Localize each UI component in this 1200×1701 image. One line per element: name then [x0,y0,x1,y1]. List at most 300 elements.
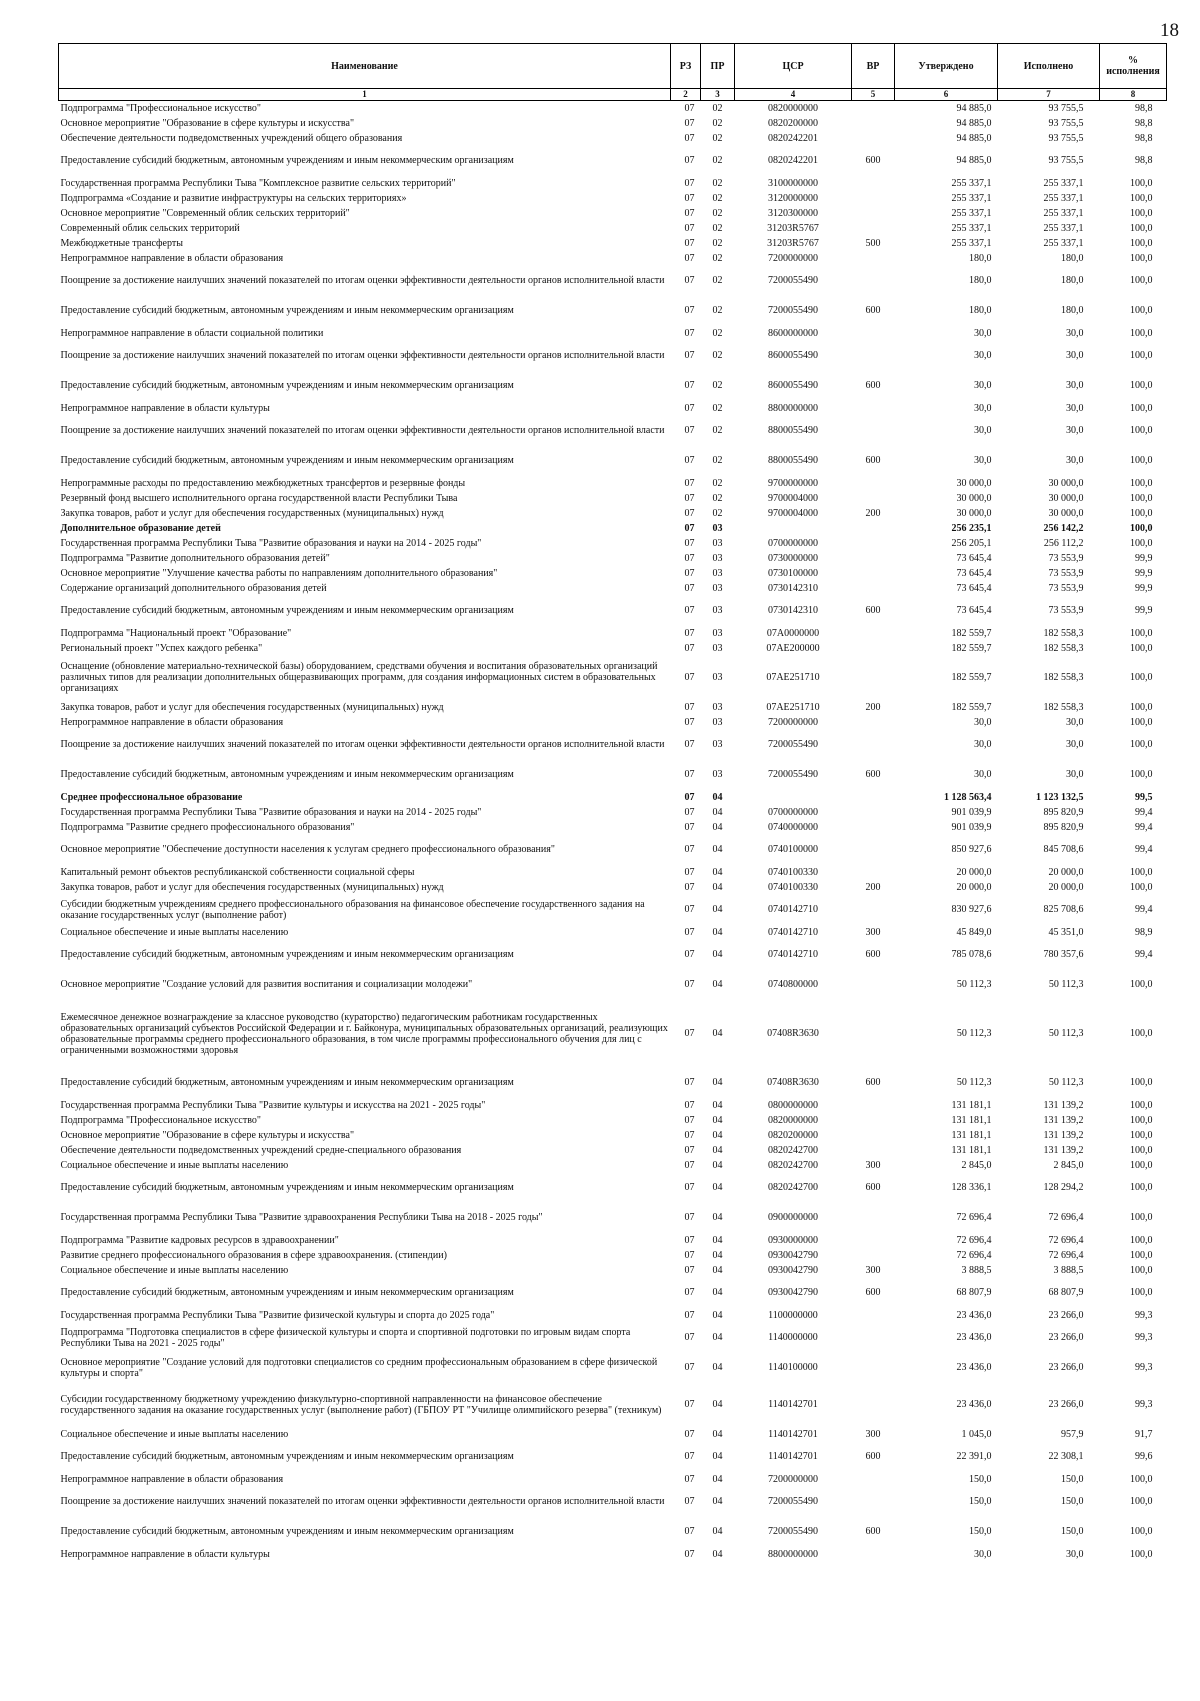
row-csr: 0730000000 [768,552,818,564]
row-executed: 180,0 [1061,252,1084,264]
row-approved: 73 645,4 [956,605,992,616]
row-csr: 31203R5767 [767,237,819,249]
table-row [59,371,1167,401]
row-name: Ежемесячное денежное вознаграждение за классное руководство (кураторство) педагогическим работникам государственных образовательных организаций субъектов Российской Федерации и г. Байконура, муниципальных образовательных организаций, реализующих образовательные программы среднего профессионального образования, в том числе программы профессионального обучения для лиц с ограниченными возможностями здоровья [60,1011,668,1056]
row-csr: 0930042790 [768,1249,818,1261]
row-approved: 131 181,1 [951,1144,992,1156]
table-row [59,1128,1167,1143]
row-vr [852,1143,895,1158]
row-percent: 100,0 [1130,1526,1153,1537]
row-rz: 07 [684,1144,695,1156]
row-rz: 07 [684,672,695,683]
table-row [59,895,1167,925]
row-csr: 0740142710 [768,949,818,960]
table-row [59,1383,1167,1427]
row-pr: 04 [712,1077,723,1088]
table-row [59,1472,1167,1487]
row-vr [852,730,895,760]
table-row [59,131,1167,146]
row-executed: 72 696,4 [1048,1212,1084,1223]
row-name: Поощрение за достижение наилучших значений показателей по итогам оценки эффективности деятельности органов исполнительной власти [60,425,665,436]
row-pr: 03 [712,605,723,616]
row-pr: 04 [712,791,723,803]
row-percent: 100,0 [1130,192,1153,204]
row-pr: 03 [712,716,723,728]
row-csr: 0740000000 [768,821,818,833]
row-pr: 04 [712,1129,723,1141]
row-csr: 7200000000 [768,1473,818,1485]
row-rz: 07 [684,380,695,391]
row-executed: 895 820,9 [1043,806,1084,818]
row-vr [852,266,895,296]
row-name: Оснащение (обновление материально-технической базы) оборудованием, средствами обучения и воспитания образовательных организаций различных типов для реализации дополнительных общеразвивающих программ, для создания информационных систем в образовательных организациях [60,661,658,694]
row-percent: 100,0 [1130,1028,1153,1039]
row-csr [735,790,852,805]
row-executed: 825 708,6 [1043,904,1084,915]
row-csr: 0730100000 [768,567,818,579]
row-vr: 600 [865,769,881,780]
row-approved: 1 045,0 [961,1428,992,1440]
row-vr [852,1383,895,1427]
row-rz: 07 [684,507,695,519]
row-name: Поощрение за достижение наилучших значений показателей по итогам оценки эффективности деятельности органов исполнительной власти [60,739,665,750]
row-percent: 100,0 [1130,1129,1153,1141]
row-approved: 50 112,3 [956,979,992,990]
row-executed: 1 123 132,5 [1036,791,1084,803]
row-rz: 07 [684,552,695,564]
row-rz: 07 [684,132,695,144]
row-pr: 04 [712,1144,723,1156]
row-executed: 93 755,5 [1048,117,1084,129]
row-csr: 0700000000 [768,806,818,818]
row-executed: 23 266,0 [1048,1399,1084,1410]
row-percent: 100,0 [1130,739,1153,750]
row-vr [852,521,895,536]
row-csr: 3100000000 [768,177,818,189]
row-rz: 07 [684,979,695,990]
table-row [59,536,1167,551]
row-csr: 07408R3630 [767,1077,819,1088]
row-rz: 07 [684,177,695,189]
row-percent: 98,8 [1135,132,1153,144]
row-vr [852,416,895,446]
row-csr: 0740100000 [768,844,818,855]
row-rz: 07 [684,275,695,286]
table-row [59,551,1167,566]
row-name: Развитие среднего профессионального образования в сфере здравоохранения. (стипендии) [60,1249,447,1261]
row-percent: 100,0 [1130,477,1153,489]
row-rz: 07 [684,425,695,436]
row-percent: 99,9 [1135,582,1153,594]
row-rz: 07 [684,1099,695,1111]
row-approved: 255 337,1 [951,207,992,219]
row-percent: 100,0 [1130,627,1153,639]
row-approved: 73 645,4 [956,567,992,579]
table-row [59,446,1167,476]
row-pr: 04 [712,844,723,855]
row-csr: 0930000000 [768,1234,818,1246]
row-rz: 07 [684,1399,695,1410]
table-row [59,1248,1167,1263]
column-number: 6 [895,89,998,101]
row-approved: 830 927,6 [951,904,992,915]
row-percent: 98,8 [1135,117,1153,129]
row-executed: 182 558,3 [1043,642,1084,654]
row-vr [852,581,895,596]
row-approved: 30,0 [974,716,992,728]
row-pr: 04 [712,1249,723,1261]
row-executed: 30,0 [1066,1548,1084,1560]
row-name: Основное мероприятие "Образование в сфере культуры и искусства" [60,1129,355,1141]
row-name: Государственная программа Республики Тыва "Развитие образования и науки на 2014 - 2025 годы" [60,806,482,818]
row-executed: 30,0 [1066,380,1084,391]
row-name: Подпрограмма "Развитие среднего профессионального образования" [60,821,355,833]
table-row [59,1517,1167,1547]
row-rz: 07 [684,537,695,549]
row-vr [852,1547,895,1562]
row-executed: 3 888,5 [1053,1264,1084,1276]
table-row [59,326,1167,341]
table-row [59,715,1167,730]
row-name: Региональный проект "Успех каждого ребенка" [60,642,263,654]
row-rz: 07 [684,1548,695,1560]
column-number: 1 [59,89,671,101]
row-name: Поощрение за достижение наилучших значений показателей по итогам оценки эффективности деятельности органов исполнительной власти [60,1496,665,1507]
row-approved: 180,0 [969,305,992,316]
row-vr [852,641,895,656]
row-approved: 30,0 [974,455,992,466]
row-vr [852,1098,895,1113]
row-vr [852,970,895,1000]
row-pr: 04 [712,1399,723,1410]
row-approved: 180,0 [969,252,992,264]
row-rz: 07 [684,567,695,579]
row-name: Субсидии бюджетным учреждениям среднего профессионального образования на финансовое обеспечение государственного задания на оказание государственных услуг (выполнение работ) [60,898,645,921]
row-pr: 02 [712,207,723,219]
row-executed: 845 708,6 [1043,844,1084,855]
table-row [59,835,1167,865]
row-csr: 0820242700 [768,1182,818,1193]
row-vr: 600 [865,1526,881,1537]
row-pr: 04 [712,806,723,818]
row-approved: 73 645,4 [956,552,992,564]
row-executed: 182 558,3 [1043,672,1084,683]
table-row [59,401,1167,416]
row-csr: 8800055490 [768,425,818,436]
row-rz: 07 [684,222,695,234]
row-pr: 04 [712,1028,723,1039]
row-rz: 07 [684,1234,695,1246]
row-rz: 07 [684,627,695,639]
table-row [59,491,1167,506]
row-csr: 07АЕ251710 [766,701,820,713]
row-approved: 72 696,4 [956,1234,992,1246]
row-pr: 02 [712,252,723,264]
table-row [59,730,1167,760]
row-csr: 3120000000 [768,192,818,204]
row-executed: 150,0 [1061,1496,1084,1507]
column-number: 2 [671,89,701,101]
row-executed: 182 558,3 [1043,701,1084,713]
row-name: Подпрограмма «Создание и развитие инфраструктуры на сельских территориях» [60,192,407,204]
row-rz: 07 [684,806,695,818]
header-vr: ВР [852,44,895,89]
row-rz: 07 [684,1428,695,1440]
row-pr: 02 [712,132,723,144]
row-executed: 256 142,2 [1043,522,1084,534]
row-name: Подпрограмма "Подготовка специалистов в сфере физической культуры и спорта и спортивной подготовки по игровым видам спорта Республики Тыва на 2021 - 2025 годы" [60,1326,631,1349]
row-executed: 180,0 [1061,305,1084,316]
table-row [59,626,1167,641]
table-row [59,1158,1167,1173]
row-pr: 03 [712,522,723,534]
row-approved: 30,0 [974,350,992,361]
row-executed: 93 755,5 [1048,155,1084,166]
row-csr: 0740142710 [768,926,818,938]
table-row [59,341,1167,371]
row-pr: 03 [712,627,723,639]
table-row [59,221,1167,236]
row-executed: 255 337,1 [1043,177,1084,189]
row-csr: 1140142701 [768,1428,818,1440]
row-csr: 0820000000 [768,102,818,114]
row-csr: 0730142310 [768,605,818,616]
row-csr: 07АЕ251710 [766,672,820,683]
row-csr: 07408R3630 [767,1028,819,1039]
row-pr: 02 [712,222,723,234]
row-vr: 600 [865,155,881,166]
row-percent: 100,0 [1130,1114,1153,1126]
row-pr: 02 [712,117,723,129]
table-row [59,641,1167,656]
row-percent: 100,0 [1130,716,1153,728]
table-row [59,1263,1167,1278]
row-percent: 100,0 [1130,1264,1153,1276]
row-percent: 99,4 [1135,904,1153,915]
row-pr: 04 [712,1099,723,1111]
row-pr: 03 [712,672,723,683]
row-vr: 200 [865,881,881,893]
row-rz: 07 [684,1526,695,1537]
table-row [59,760,1167,790]
row-percent: 100,0 [1130,222,1153,234]
table-row [59,251,1167,266]
row-csr: 0820200000 [768,1129,818,1141]
row-csr: 8800000000 [768,402,818,414]
row-executed: 73 553,9 [1048,605,1084,616]
row-executed: 72 696,4 [1048,1249,1084,1261]
row-csr: 0820242700 [768,1159,818,1171]
row-pr: 04 [712,1234,723,1246]
row-approved: 30,0 [974,769,992,780]
row-name: Социальное обеспечение и иные выплаты населению [60,1159,289,1171]
row-vr [852,626,895,641]
row-name: Подпрограмма "Профессиональное искусство" [60,102,261,114]
table-row [59,865,1167,880]
row-percent: 91,7 [1135,1428,1153,1440]
row-vr [852,131,895,146]
row-vr [852,566,895,581]
row-rz: 07 [684,926,695,938]
row-name: Государственная программа Республики Тыва "Развитие здравоохранения Республики Тыва на 2018 - 2025 годы" [60,1212,543,1223]
row-csr: 9700004000 [768,492,818,504]
row-name: Закупка товаров, работ и услуг для обеспечения государственных (муниципальных) нужд [60,701,444,713]
header-approved: Утверждено [895,44,998,89]
row-approved: 73 645,4 [956,582,992,594]
row-vr [852,1203,895,1233]
row-pr: 04 [712,1451,723,1462]
row-percent: 100,0 [1130,979,1153,990]
row-rz: 07 [684,605,695,616]
row-name: Закупка товаров, работ и услуг для обеспечения государственных (муниципальных) нужд [60,507,444,519]
row-rz: 07 [684,1249,695,1261]
row-percent: 100,0 [1130,1234,1153,1246]
row-vr [852,805,895,820]
row-pr: 04 [712,1212,723,1223]
row-approved: 901 039,9 [951,806,992,818]
table-row [59,116,1167,131]
row-rz: 07 [684,102,695,114]
row-name: Подпрограмма "Профессиональное искусство" [60,1114,261,1126]
row-vr [852,895,895,925]
row-pr: 03 [712,642,723,654]
row-vr [852,116,895,131]
row-pr: 04 [712,1332,723,1343]
table-row [59,101,1167,116]
row-executed: 73 553,9 [1048,582,1084,594]
table-row [59,1233,1167,1248]
row-percent: 99,3 [1135,1332,1153,1343]
row-name: Предоставление субсидий бюджетным, автономным учреждениям и иным некоммерческим организациям [60,380,514,391]
row-name: Социальное обеспечение и иные выплаты населению [60,926,289,938]
row-executed: 23 266,0 [1048,1362,1084,1373]
row-percent: 100,0 [1130,537,1153,549]
row-executed: 23 266,0 [1048,1332,1084,1343]
row-rz: 07 [684,1362,695,1373]
row-name: Непрограммное направление в области культуры [60,402,270,414]
row-rz: 07 [684,642,695,654]
row-csr: 0820200000 [768,117,818,129]
row-approved: 131 181,1 [951,1114,992,1126]
row-rz: 07 [684,492,695,504]
row-executed: 30,0 [1066,327,1084,339]
table-row [59,1323,1167,1353]
row-name: Предоставление субсидий бюджетным, автономным учреждениям и иным некоммерческим организациям [60,455,514,466]
table-row [59,506,1167,521]
row-rz: 07 [684,769,695,780]
row-percent: 99,3 [1135,1399,1153,1410]
row-executed: 30,0 [1066,455,1084,466]
row-percent: 100,0 [1130,881,1153,893]
table-row [59,925,1167,940]
row-approved: 30,0 [974,327,992,339]
row-executed: 131 139,2 [1043,1099,1084,1111]
row-csr: 0930042790 [768,1287,818,1298]
row-csr: 8800000000 [768,1548,818,1560]
table-row [59,206,1167,221]
row-pr: 04 [712,949,723,960]
row-name: Среднее профессиональное образование [60,791,243,803]
row-executed: 45 351,0 [1048,926,1084,938]
row-name: Подпрограмма "Развитие кадровых ресурсов в здравоохранении" [60,1234,339,1246]
row-pr: 02 [712,425,723,436]
row-percent: 100,0 [1130,642,1153,654]
table-row [59,1487,1167,1517]
row-pr: 04 [712,904,723,915]
row-approved: 23 436,0 [956,1362,992,1373]
row-name: Непрограммные расходы по предоставлению межбюджетных трансфертов и резервные фонды [60,477,466,489]
row-vr [852,1487,895,1517]
row-executed: 30,0 [1066,769,1084,780]
table-row [59,146,1167,176]
row-vr: 600 [865,1451,881,1462]
column-number: 4 [735,89,852,101]
row-pr: 02 [712,275,723,286]
row-vr [852,551,895,566]
row-vr: 300 [865,926,881,938]
row-vr: 200 [865,507,881,519]
row-percent: 100,0 [1130,701,1153,713]
row-rz: 07 [684,327,695,339]
row-rz: 07 [684,1077,695,1088]
row-approved: 30,0 [974,1548,992,1560]
row-vr [852,1472,895,1487]
row-name: Государственная программа Республики Тыва "Развитие образования и науки на 2014 - 2025 годы" [60,537,482,549]
row-vr [852,1353,895,1383]
row-percent: 99,9 [1135,552,1153,564]
row-name: Предоставление субсидий бюджетным, автономным учреждениям и иным некоммерческим организациям [60,1287,514,1298]
row-rz: 07 [684,582,695,594]
row-approved: 150,0 [969,1496,992,1507]
row-csr: 7200000000 [768,252,818,264]
row-percent: 100,0 [1130,380,1153,391]
row-approved: 94 885,0 [956,132,992,144]
row-approved: 131 181,1 [951,1099,992,1111]
row-vr: 600 [865,455,881,466]
row-approved: 850 927,6 [951,844,992,855]
row-rz: 07 [684,252,695,264]
row-approved: 150,0 [969,1473,992,1485]
row-vr [852,221,895,236]
row-csr: 7200000000 [768,716,818,728]
row-csr: 07АЕ200000 [766,642,820,654]
table-row [59,581,1167,596]
row-pr: 04 [712,1496,723,1507]
table-row [59,820,1167,835]
row-percent: 100,0 [1130,1212,1153,1223]
row-vr: 600 [865,949,881,960]
row-executed: 23 266,0 [1048,1309,1084,1321]
row-pr: 03 [712,537,723,549]
row-percent: 100,0 [1130,1099,1153,1111]
row-percent: 99,4 [1135,844,1153,855]
row-approved: 180,0 [969,275,992,286]
row-vr: 300 [865,1159,881,1171]
table-row [59,1113,1167,1128]
row-executed: 131 139,2 [1043,1114,1084,1126]
row-name: Поощрение за достижение наилучших значений показателей по итогам оценки эффективности деятельности органов исполнительной власти [60,350,665,361]
row-executed: 30 000,0 [1048,492,1084,504]
row-csr: 7200055490 [768,1526,818,1537]
row-vr [852,715,895,730]
row-vr [852,401,895,416]
row-executed: 93 755,5 [1048,132,1084,144]
row-pr: 02 [712,477,723,489]
row-csr: 0820242700 [768,1144,818,1156]
row-vr [852,251,895,266]
row-pr: 02 [712,305,723,316]
row-pr: 04 [712,1428,723,1440]
